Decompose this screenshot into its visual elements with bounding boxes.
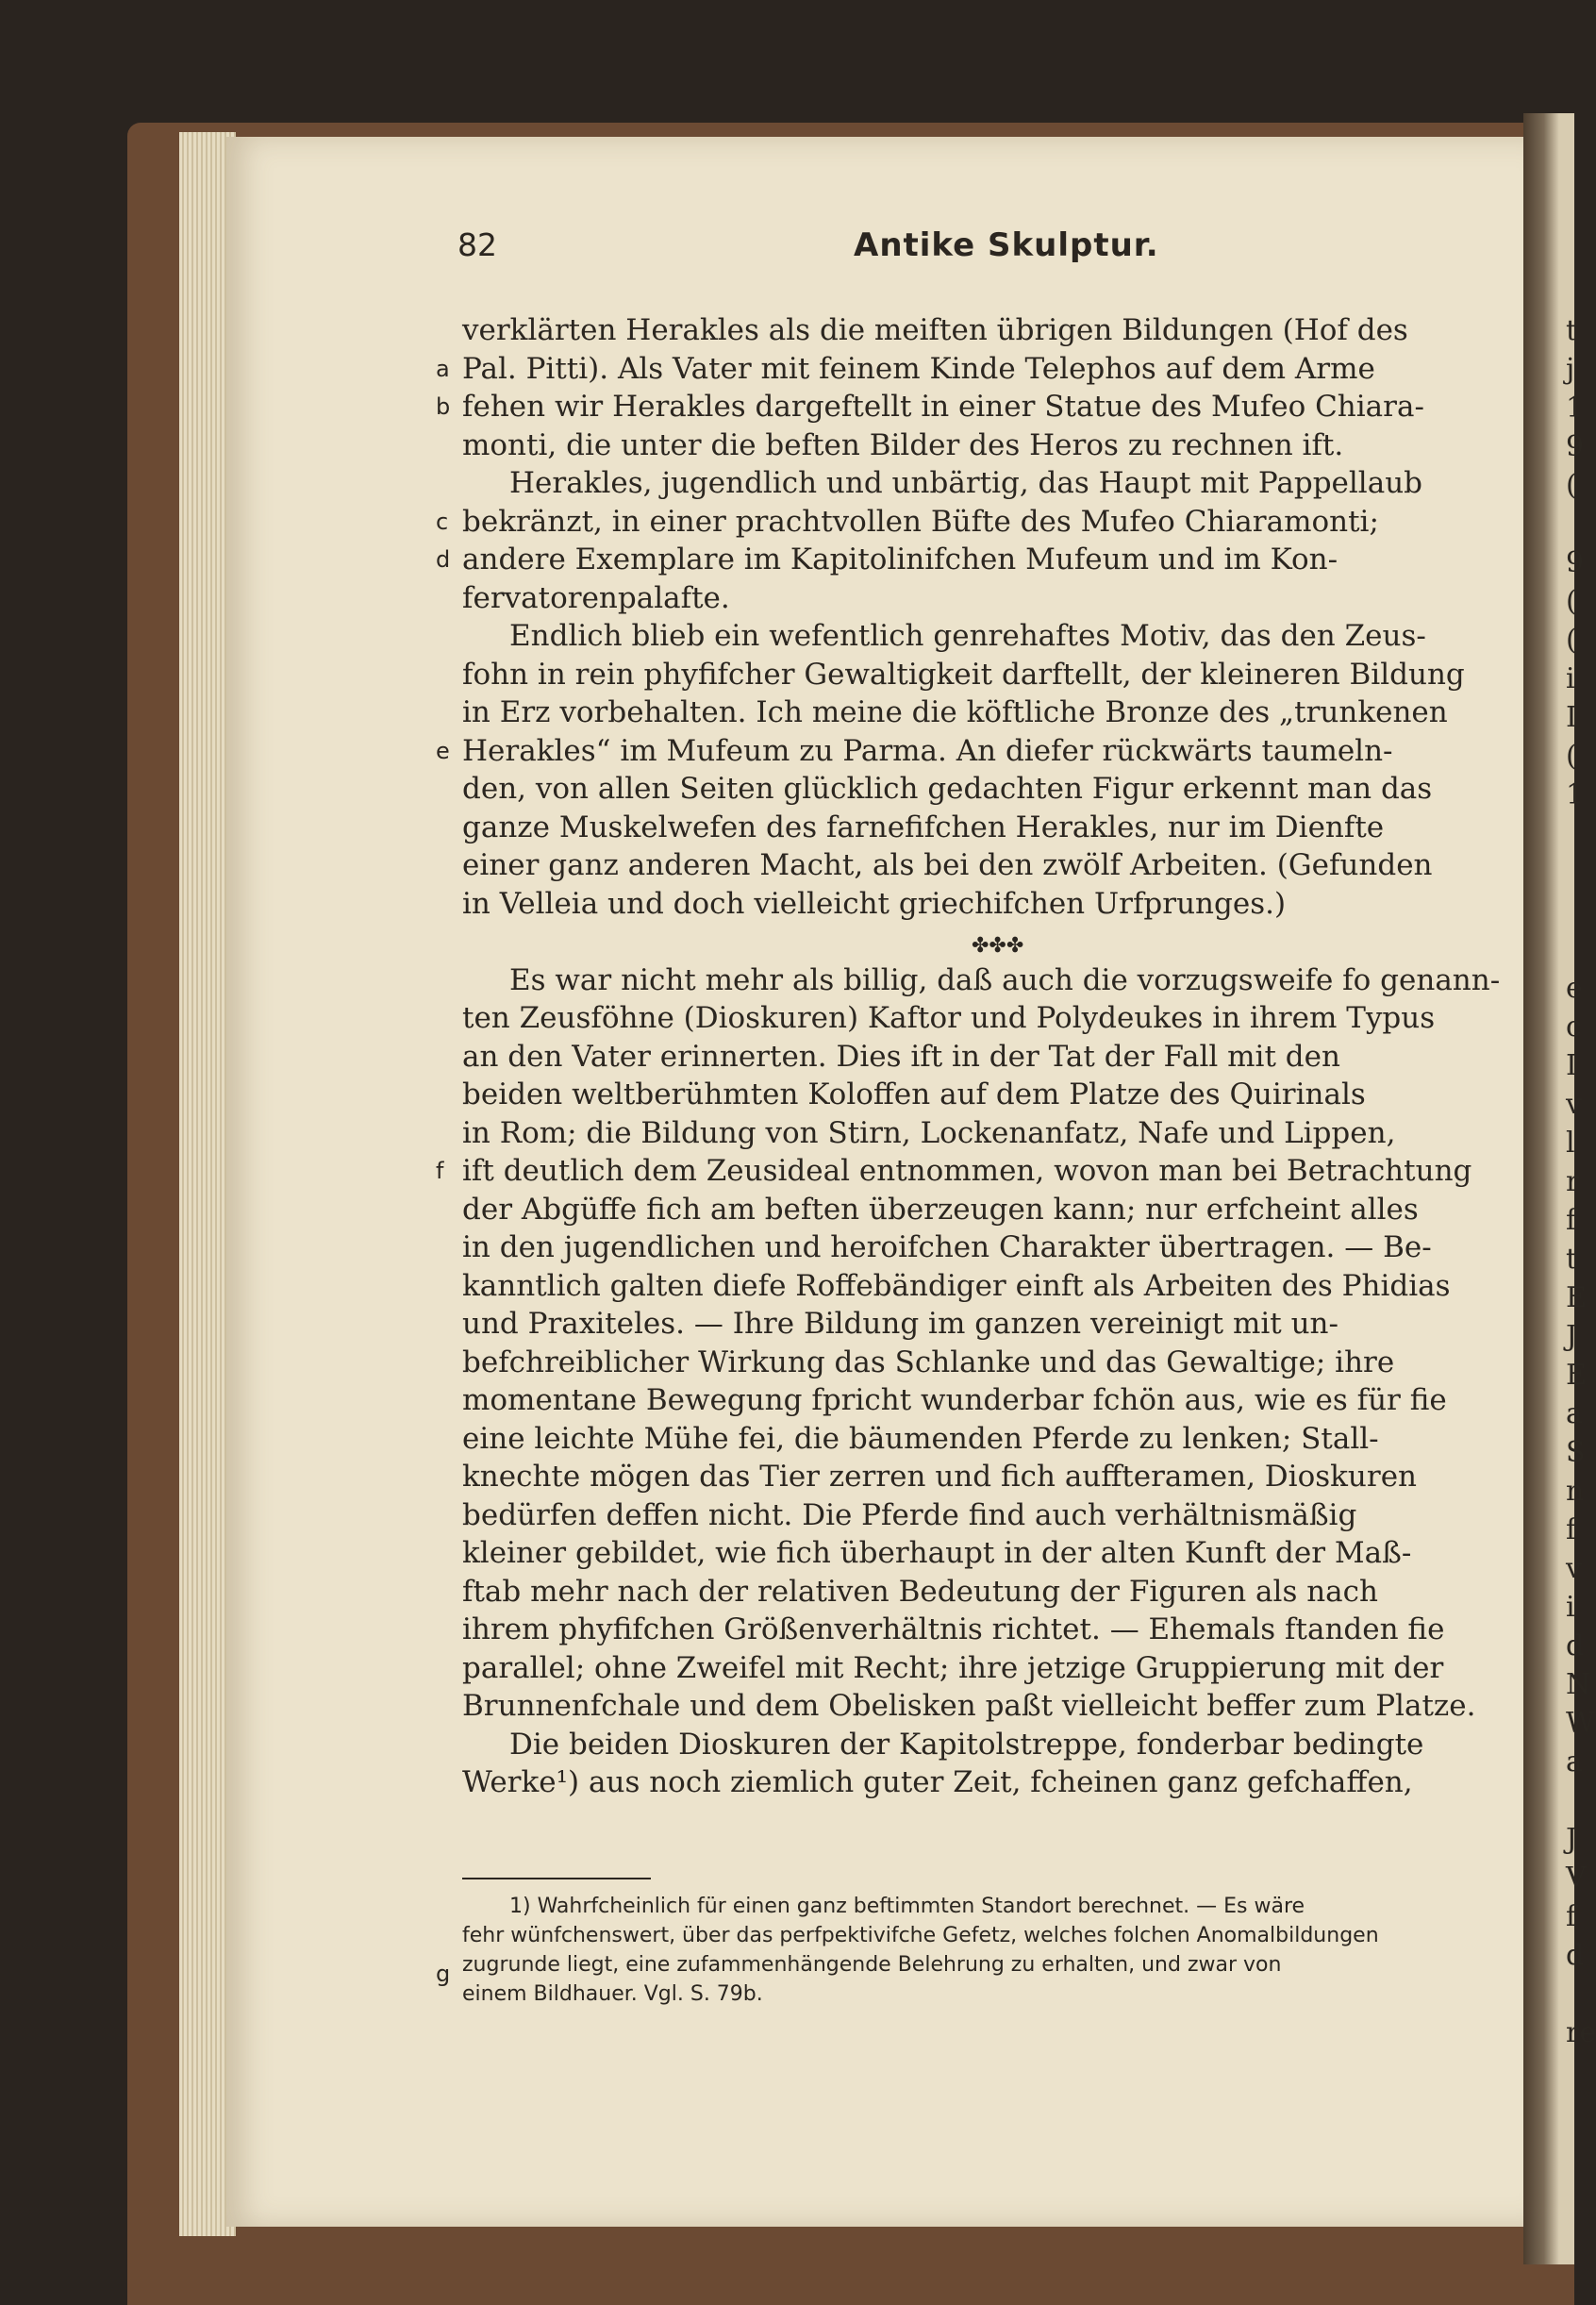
body-line: und Praxiteles. — Ihre Bildung im ganzen vereinigt mit un- <box>462 1307 1338 1341</box>
margin-note <box>436 656 458 694</box>
margin-note <box>436 1687 458 1726</box>
margin-note <box>436 1611 458 1649</box>
margin-note <box>436 1038 458 1077</box>
facing-page-letter: d <box>1566 1939 1585 1972</box>
margin-note <box>436 1573 458 1612</box>
section-ornament: ✤✤✤ <box>972 934 1024 958</box>
facing-page-letter: E <box>1566 1359 1587 1392</box>
body-line: beiden weltberühmten Koloffen auf dem Platze des Quirinals <box>462 1077 1366 1111</box>
facing-page-letter: ( <box>1566 469 1577 502</box>
margin-note <box>436 693 458 732</box>
margin-note <box>436 1344 458 1382</box>
facing-page-letter: n <box>1566 1475 1585 1508</box>
margin-note <box>436 1802 458 1841</box>
facing-page-letter <box>1566 930 1577 969</box>
body-line: Herakles, jugendlich und unbärtig, das Haupt mit Pappellaub <box>509 466 1423 500</box>
margin-note <box>436 999 458 1038</box>
body-line: verklärten Herakles als die meiften übrigen Bildungen (Hof des <box>462 313 1408 347</box>
facing-page-letter <box>1566 853 1577 892</box>
footnote-line: 1) Wahrfcheinlich für einen ganz beftimmten Standort berechnet. — Es wäre <box>509 1895 1305 1918</box>
facing-page-letter: J <box>1566 1823 1578 1856</box>
facing-page-letter: I <box>1566 701 1577 734</box>
margin-note <box>436 1496 458 1535</box>
footnote-line: fehr wünfchenswert, über das perfpektivifche Gefetz, welches folchen Anomalbildungen <box>462 1924 1379 1947</box>
body-line: in den jugendlichen und heroifchen Charakter übertragen. — Be- <box>462 1230 1432 1264</box>
facing-page-letter: i <box>1566 1591 1575 1624</box>
body-line: ihrem phyfifchen Größenverhältnis richtet. — Ehemals ftanden fie <box>462 1612 1445 1646</box>
margin-note <box>436 1763 458 1802</box>
margin-note <box>436 1267 458 1306</box>
body-line: Herakles“ im Mufeum zu Parma. An diefer rückwärts taumeln- <box>462 733 1393 768</box>
margin-note <box>436 311 458 350</box>
facing-page-letter: v <box>1566 1552 1582 1585</box>
facing-page-letter: E <box>1566 1281 1587 1314</box>
margin-note <box>436 617 458 656</box>
margin-note: e <box>436 737 450 764</box>
facing-page-letter: l <box>1566 1127 1575 1160</box>
body-line: parallel; ohne Zweifel mit Recht; ihre jetzige Gruppierung mit der <box>462 1650 1444 1685</box>
body-line: ganze Muskelwefen des farnefifchen Herakles, nur im Dienfte <box>462 810 1385 844</box>
margin-note <box>436 961 458 1000</box>
margin-note: g <box>436 1960 451 1987</box>
margin-note <box>436 1840 458 1879</box>
footnote-divider <box>462 1878 651 1879</box>
page-number: 82 <box>457 226 497 263</box>
facing-page-letters <box>1566 311 1596 2052</box>
body-line: momentane Bewegung fpricht wunderbar fchön aus, wie es für fie <box>462 1383 1447 1417</box>
facing-page-letter: v <box>1566 1088 1582 1121</box>
body-line: andere Exemplare im Kapitolinifchen Mufeum und im Kon- <box>462 543 1338 576</box>
facing-page-letter <box>1566 1975 1577 2013</box>
facing-page-letter: f <box>1566 1204 1577 1237</box>
facing-page-letter: S <box>1566 1436 1586 1469</box>
facing-page-letter: ( <box>1566 624 1577 657</box>
facing-page-letter: 1 <box>1566 392 1585 425</box>
facing-page-letter: ( <box>1566 585 1577 618</box>
body-line: kleiner gebildet, wie fich überhaupt in der alten Kunft der Maß- <box>462 1536 1412 1570</box>
facing-page-letter: I <box>1566 1049 1577 1082</box>
facing-page-letter <box>1566 505 1577 543</box>
margin-note <box>436 809 458 847</box>
body-line: bedürfen deffen nicht. Die Pferde find auch verhältnismäßig <box>462 1497 1357 1532</box>
margin-note: a <box>436 355 450 382</box>
body-line: den, von allen Seiten glücklich gedachten Figur erkennt man das <box>462 772 1433 806</box>
margin-note <box>436 1381 458 1420</box>
body-line: ift deutlich dem Zeusideal entnommen, wovon man bei Betrachtung <box>462 1154 1472 1188</box>
margin-note <box>436 1191 458 1229</box>
margin-note: c <box>436 508 449 535</box>
facing-page-letter: t <box>1566 314 1578 347</box>
running-title: Antike Skulptur. <box>854 226 1159 264</box>
facing-page-letter: d <box>1566 1629 1585 1662</box>
body-line: fohn in rein phyfifcher Gewaltigkeit darftellt, der kleineren Bildung <box>462 657 1465 692</box>
facing-page-letter: c <box>1566 1011 1582 1044</box>
body-line: ftab mehr nach der relativen Bedeutung der Figuren als nach <box>462 1574 1378 1609</box>
body-line: bekränzt, in einer prachtvollen Büfte des Mufeo Chiaramonti; <box>462 504 1379 539</box>
body-line: Pal. Pitti). Als Vater mit feinem Kinde Telephos auf dem Arme <box>462 351 1375 386</box>
body-line: einer ganz anderen Macht, als bei den zwölf Arbeiten. (Gefunden <box>462 848 1433 882</box>
body-line: kanntlich galten diefe Roffebändiger einft als Arbeiten des Phidias <box>462 1268 1451 1303</box>
margin-note <box>436 426 458 465</box>
facing-page-letter: f <box>1566 1513 1577 1546</box>
footnote-line: einem Bildhauer. Vgl. S. 79b. <box>462 1982 763 2006</box>
page-header <box>457 226 1542 274</box>
margin-note <box>436 885 458 924</box>
margin-note: d <box>436 546 451 573</box>
facing-page-letter: t <box>1566 1243 1578 1276</box>
body-line: an den Vater erinnerten. Dies ift in der Tat der Fall mit den <box>462 1039 1340 1074</box>
margin-note <box>436 1534 458 1573</box>
margin-note <box>436 579 458 618</box>
facing-page-letter: e <box>1566 972 1583 1005</box>
facing-page-letter: V <box>1566 1862 1587 1895</box>
body-line: knechte mögen das Tier zerren und fich auffteramen, Dioskuren <box>462 1460 1418 1494</box>
margin-note <box>436 1726 458 1764</box>
footnotes <box>462 1892 1519 2009</box>
body-line: Endlich blieb ein wefentlich genrehaftes Motiv, das den Zeus- <box>509 619 1426 653</box>
facing-page-letter: i <box>1566 662 1575 695</box>
facing-page-letter <box>1566 1781 1577 1820</box>
margin-note <box>436 1305 458 1344</box>
facing-page-letter: ( <box>1566 740 1577 773</box>
body-line: eine leichte Mühe fei, die bäumenden Pferde zu lenken; Stall- <box>462 1421 1379 1456</box>
margin-note <box>436 1114 458 1153</box>
body-line: fehen wir Herakles dargeftellt in einer Statue des Mufeo Chiara- <box>462 390 1424 424</box>
margin-note <box>436 1458 458 1496</box>
margin-note <box>436 1076 458 1114</box>
body-line: befchreiblicher Wirkung das Schlanke und das Gewaltige; ihre <box>462 1345 1395 1379</box>
facing-page-letter: J <box>1566 1320 1578 1353</box>
margin-notes <box>436 311 458 2031</box>
margin-note <box>436 846 458 885</box>
margin-note: f <box>436 1158 444 1184</box>
facing-page-letter: a <box>1566 1397 1583 1430</box>
body-line: ten Zeusföhne (Dioskuren) Kaftor und Polydeukes in ihrem Typus <box>462 1001 1436 1035</box>
body-line: der Abgüffe fich am beften überzeugen kann; nur erfcheint alles <box>462 1192 1419 1227</box>
facing-page-letter: re <box>1566 2016 1596 2049</box>
body-line: in Erz vorbehalten. Ich meine die köftliche Bronze des „trunkenen <box>462 695 1448 729</box>
facing-page-letter: f <box>1566 1900 1577 1933</box>
facing-page-letter: r <box>1566 1165 1580 1198</box>
facing-page-letter: W <box>1566 1707 1595 1740</box>
facing-page-letter <box>1566 814 1577 853</box>
body-line: in Velleia und doch vielleicht griechifchen Urfprunges.) <box>462 886 1287 921</box>
facing-page-letter: j <box>1566 353 1575 386</box>
body-line: Brunnenfchale und dem Obelisken paßt vielleicht beffer zum Platze. <box>462 1689 1476 1723</box>
facing-page-letter: 1 <box>1566 778 1585 811</box>
body-line: monti, die unter die beften Bilder des Heros zu rechnen ift. <box>462 427 1344 462</box>
margin-note <box>436 923 458 961</box>
margin-note <box>436 770 458 809</box>
facing-page-letter: a <box>1566 1745 1583 1779</box>
margin-note <box>436 1228 458 1267</box>
body-line: Es war nicht mehr als billig, daß auch die vorzugsweife fo genann- <box>509 962 1501 997</box>
facing-page-letter: N <box>1566 1668 1591 1701</box>
body-text <box>462 311 1519 1802</box>
body-line: in Rom; die Bildung von Stirn, Lockenanfatz, Nafe und Lippen, <box>462 1115 1396 1150</box>
margin-note <box>436 1649 458 1688</box>
body-line: Werke¹) aus noch ziemlich guter Zeit, fcheinen ganz gefchaffen, <box>462 1765 1413 1799</box>
body-line: fervatorenpalafte. <box>462 580 730 615</box>
margin-note <box>436 1879 458 1917</box>
margin-note <box>436 1916 458 1955</box>
facing-page-letter <box>1566 892 1577 930</box>
body-line: Die beiden Dioskuren der Kapitolstreppe, fonderbar bedingte <box>509 1727 1424 1762</box>
margin-note <box>436 464 458 503</box>
margin-note <box>436 1420 458 1459</box>
facing-page-letter: 9 <box>1566 430 1585 463</box>
margin-note: b <box>436 393 451 420</box>
margin-note <box>436 1993 458 2031</box>
footnote-line: zugrunde liegt, eine zufammenhängende Belehrung zu erhalten, und zwar von <box>462 1953 1282 1977</box>
facing-page-letter: 9 <box>1566 546 1585 579</box>
